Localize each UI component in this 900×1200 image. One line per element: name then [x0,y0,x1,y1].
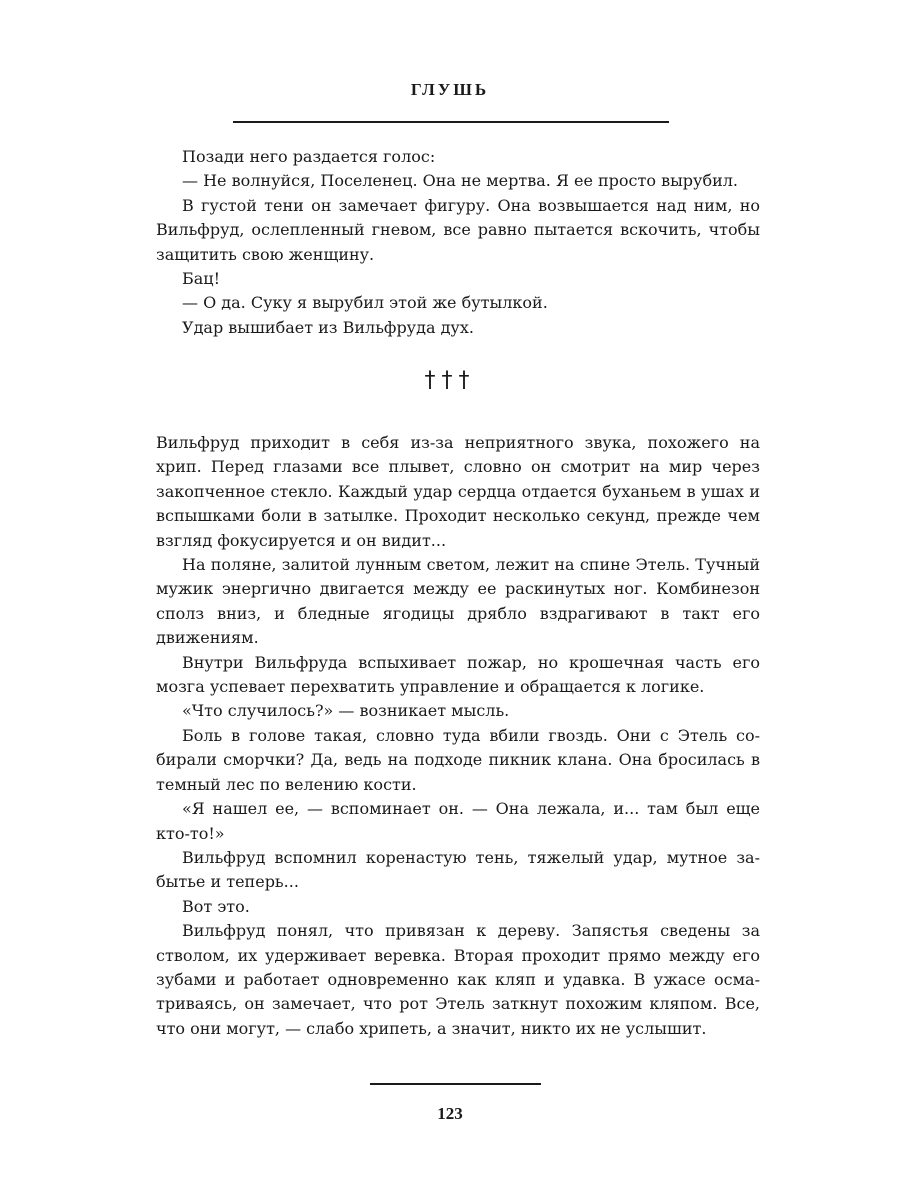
section-divider: ††† [424,368,476,393]
paragraph: Боль в голове такая, словно туда вбили гвоздь. Они с Этель собирали сморчки? Да, ведь на подходе пикник клана. Она бросилась в темный лес по велению кости. [156,725,760,794]
paragraph: Вильфруд приходит в себя из-за неприятного звука, похожего на хрип. Перед глазами все плывет, словно он смотрит на мир через закопченное стекло. Каждый удар сердца отдается буханьем в ушах и вспышками боли в затылке. Проходит несколько секунд, прежде чем взгляд фокусируется и он видит... [156,433,760,550]
running-head-rule [233,121,669,123]
paragraph: «Что случилось?» — возникает мысль. [182,701,510,721]
paragraph: — Не волнуйся, Поселенец. Она не мертва. Я ее просто вырубил. [182,171,739,191]
text-section-1 [156,145,760,340]
paragraph: Вильфруд понял, что привязан к дереву. Запястья сведены за стволом, их удерживает веревка. Вторая проходит прямо между его зубами и работает одновременно как кляп и удавка. В ужасе осматриваясь, он замечает, что рот Этель заткнут похожим кляпом. Все, что они могут, — слабо хрипеть, а значит, никто их не услышит. [156,921,760,1038]
paragraph: На поляне, залитой лунным светом, лежит на спине Этель. Тучный мужик энергично двигается между ее раскинутых ног. Комбинезон сполз вниз, и бледные ягодицы дрябло вздрагивают в такт его движениям. [156,555,760,648]
paragraph: «Я нашел ее, — вспоминает он. — Она лежала, и... там был еще кто-то!» [156,799,760,843]
paragraph: — О да. Суку я вырубил этой же бутылкой. [182,293,548,313]
paragraph: Вильфруд вспомнил коренастую тень, тяжелый удар, мутное забытье и теперь... [156,847,760,892]
running-head: ГЛУШЬ [410,80,490,99]
paragraph: Вот это. [182,896,250,916]
paragraph: Позади него раздается голос: [182,147,436,166]
text-section-2 [156,431,760,1041]
page-number: 123 [437,1104,463,1123]
paragraph: Внутри Вильфруда вспыхивает пожар, но крошечная часть его мозга успевает перехватить управление и обращается к логике. [156,652,760,697]
paragraph: В густой тени он замечает фигуру. Она возвышается над ним, но Вильфруд, ослепленный гневом, все равно пытается вскочить, чтобы защитить свою женщину. [156,195,760,264]
paragraph: Бац! [182,269,221,289]
paragraph: Удар вышибает из Вильфруда дух. [182,317,474,337]
footer-rule [370,1083,541,1085]
